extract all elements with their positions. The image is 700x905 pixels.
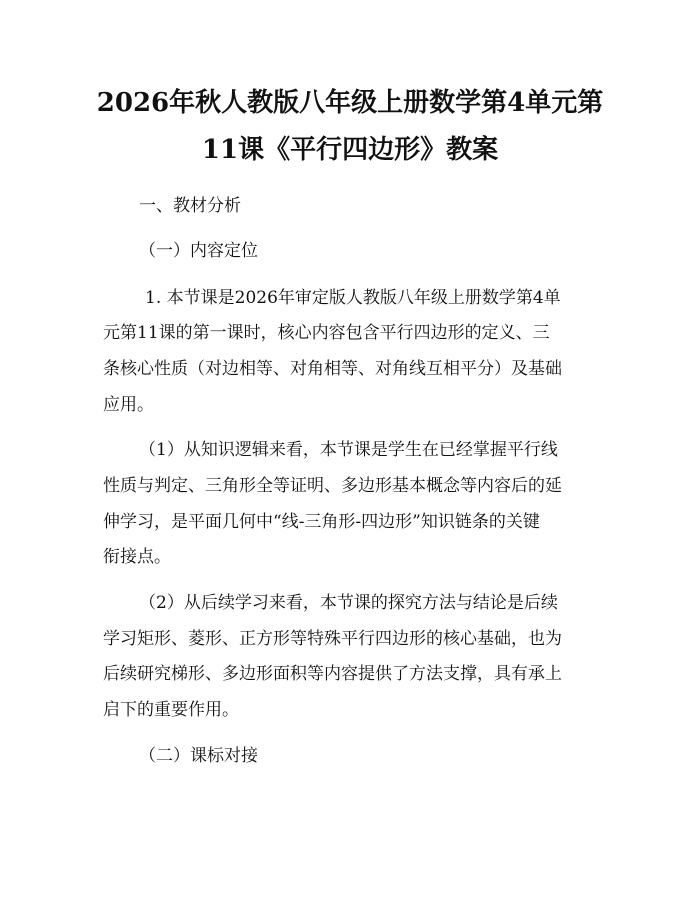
document-title-line-2: 11课《平行四边形》教案 bbox=[201, 135, 499, 165]
paragraph-1-line-2: 元第11课的第一课时，核心内容包含平行四边形的定义、三 bbox=[103, 323, 550, 343]
paragraph-2-line-2: 性质与判定、三角形全等证明、多边形基本概念等内容后的延 bbox=[103, 476, 562, 496]
paragraph-2-line-1: （1）从知识逻辑来看，本节课是学生在已经掌握平行线 bbox=[139, 440, 558, 460]
subsection-heading-curriculum-standards: （二）课标对接 bbox=[139, 746, 258, 766]
paragraph-2-line-4: 衔接点。 bbox=[103, 547, 171, 567]
paragraph-1-line-4: 应用。 bbox=[103, 395, 154, 415]
paragraph-3-line-1: （2）从后续学习来看，本节课的探究方法与结论是后续 bbox=[139, 593, 558, 613]
paragraph-2-line-3: 伸学习，是平面几何中“线-三角形-四边形”知识链条的关键 bbox=[103, 512, 540, 532]
paragraph-3-line-4: 启下的重要作用。 bbox=[103, 700, 239, 720]
document-title-line-1: 2026年秋人教版八年级上册数学第4单元第 bbox=[96, 88, 604, 118]
paragraph-3-line-3: 后续研究梯形、多边形面积等内容提供了方法支撑，具有承上 bbox=[103, 664, 562, 684]
paragraph-1-line-3: 条核心性质（对边相等、对角相等、对角线互相平分）及基础 bbox=[103, 359, 562, 379]
paragraph-3-line-2: 学习矩形、菱形、正方形等特殊平行四边形的核心基础，也为 bbox=[103, 629, 562, 649]
paragraph-1-line-1: 1. 本节课是2026年审定版人教版八年级上册数学第4单 bbox=[145, 288, 561, 308]
section-heading-textbook-analysis: 一、教材分析 bbox=[139, 196, 241, 216]
subsection-heading-content-position: （一）内容定位 bbox=[139, 241, 258, 261]
